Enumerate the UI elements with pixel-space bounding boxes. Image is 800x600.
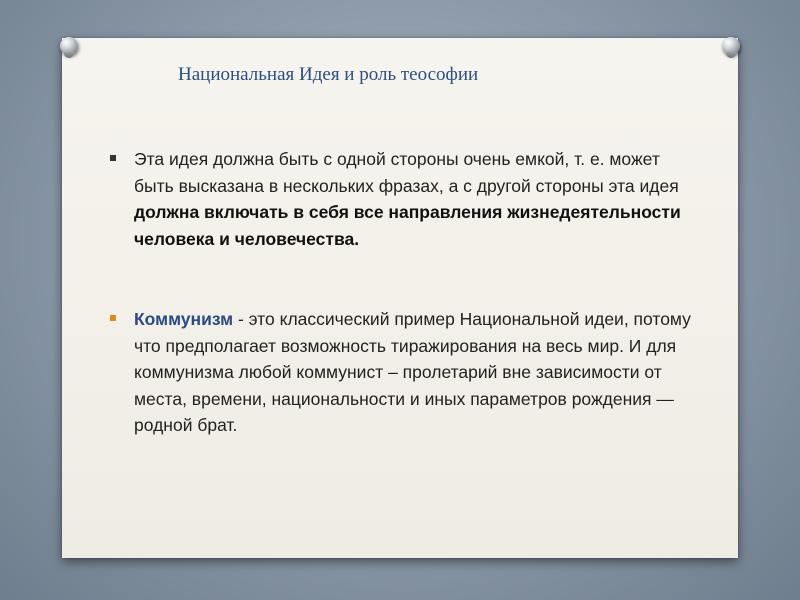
bullet-text: - это классический пример Национальной идеи, потому что предполагает возможность тиражирования на весь мир. И для коммунизма любой коммунист – пролетарий вне зависимости от места, времени, национальности и иных параметров рождения — родной брат. (134, 309, 691, 435)
square-bullet-icon (110, 155, 116, 161)
bullet-item (134, 146, 694, 252)
slide-title: Национальная Идея и роль теософии (178, 64, 479, 85)
bullet-term: Коммунизм (134, 309, 234, 329)
bullet-item (134, 306, 694, 439)
pushpin-icon (722, 37, 740, 55)
slide-board (62, 38, 738, 558)
bullet-bold-text: должна включать в себя все направления жизнедеятельности человека и человечества. (134, 202, 681, 249)
bullet-text: Эта идея должна быть с одной стороны очень емкой, т. е. может быть высказана в нескольких фразах, а с другой стороны эта идея (134, 149, 679, 196)
square-bullet-icon (110, 315, 116, 321)
pushpin-icon (60, 37, 78, 55)
